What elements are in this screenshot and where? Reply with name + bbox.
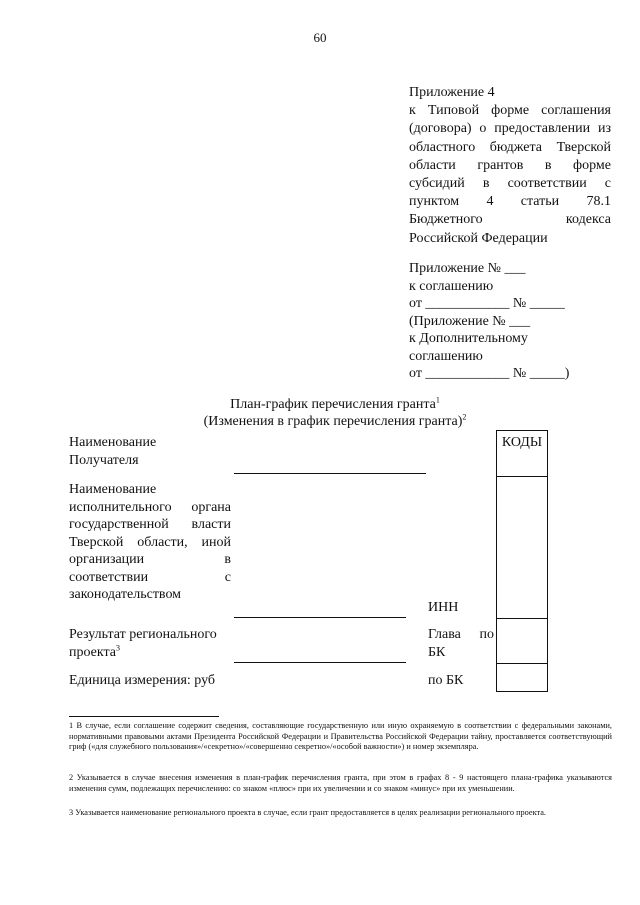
attachment-line: к соглашению (409, 278, 494, 294)
codes-header: КОДЫ (497, 431, 547, 477)
document-title (100, 396, 570, 430)
codes-row-divider (497, 663, 547, 664)
authority-field[interactable] (234, 617, 406, 618)
footnote-ref-1: 1 (435, 395, 440, 405)
attachment-line: (Приложение № ___ (409, 313, 531, 329)
recipient-label: Наименование Получателя (69, 435, 157, 468)
footnote-3: 3 Указывается наименование регионального проекта в случае, если грант предоставляется в целях реализации регионального проекта. (69, 808, 546, 817)
attachment-line: к Дополнительному (409, 331, 528, 346)
appendix-line-last: Российской Федерации (409, 230, 548, 246)
footnote-ref-3: 3 (116, 642, 120, 652)
appendix-line: пунктом 4 статьи 78.1 (409, 194, 611, 210)
codes-row-divider (497, 618, 547, 619)
appendix-line: областного бюджета Тверской (409, 139, 611, 155)
title-main: План-график перечисления гранта$^1$ (230, 395, 440, 412)
appendix-line: Бюджетного кодекса (409, 212, 611, 228)
attachment-block (409, 260, 619, 383)
title-sub: (Изменения в график перечисления гранта)$^2$ (203, 412, 467, 429)
footnote-1: 1 В случае, если соглашение содержит сведения, составляющие государственную или иную охраняемую в соответствии с федеральными законами, нормативными правовыми актами Президента Российской Федерации и Правительства Российской Федерации тайну, проставляется соответствующий гриф («для служебного пользования»/«секретно»/«совершенно секретно»/«особой важности») и номер экземпляра. (69, 721, 612, 752)
attachment-line: от ____________ № _____ (409, 296, 565, 311)
page-number: 60 (313, 30, 327, 45)
footnote-2: 2 Указывается в случае внесения изменения в план-график перечисления гранта, при этом в графах 8 - 9 настоящего плана-графика указываются изменения сумм, подлежащих перечислению: со знаком «плюс» при их увеличении и со знаком «минус» при их уменьшении. (69, 773, 612, 793)
attachment-line: соглашению (409, 348, 483, 364)
appendix-line: субсидий в соответствии с (409, 176, 611, 192)
unit-label: Единица измерения: руб (69, 673, 216, 688)
appendix-line: области грантов в форме (409, 157, 611, 173)
appendix-line: к Типовой форме соглашения (409, 103, 611, 119)
codes-table (496, 430, 548, 692)
recipient-field[interactable] (234, 473, 426, 474)
project-label: Результат регионального проекта$^3$ (69, 627, 217, 660)
appendix-line: (договора) о предоставлении из (409, 121, 611, 137)
project-field[interactable] (234, 662, 406, 663)
appendix-block (409, 84, 611, 248)
attachment-line: от ____________ № _____) (409, 366, 570, 381)
by-bk-label: по БК (428, 673, 464, 688)
footnote-ref-2: 2 (462, 412, 467, 422)
inn-label: ИНН (428, 600, 459, 615)
head-bk-label: Глава по БК (428, 627, 494, 660)
authority-label: Наименование исполнительного органа государственной власти Тверской области, иной организации в соответствии с законодательством (69, 482, 231, 602)
footnote-separator (69, 716, 219, 717)
attachment-line: Приложение № ___ (409, 261, 526, 276)
appendix-title: Приложение 4 (409, 85, 495, 100)
